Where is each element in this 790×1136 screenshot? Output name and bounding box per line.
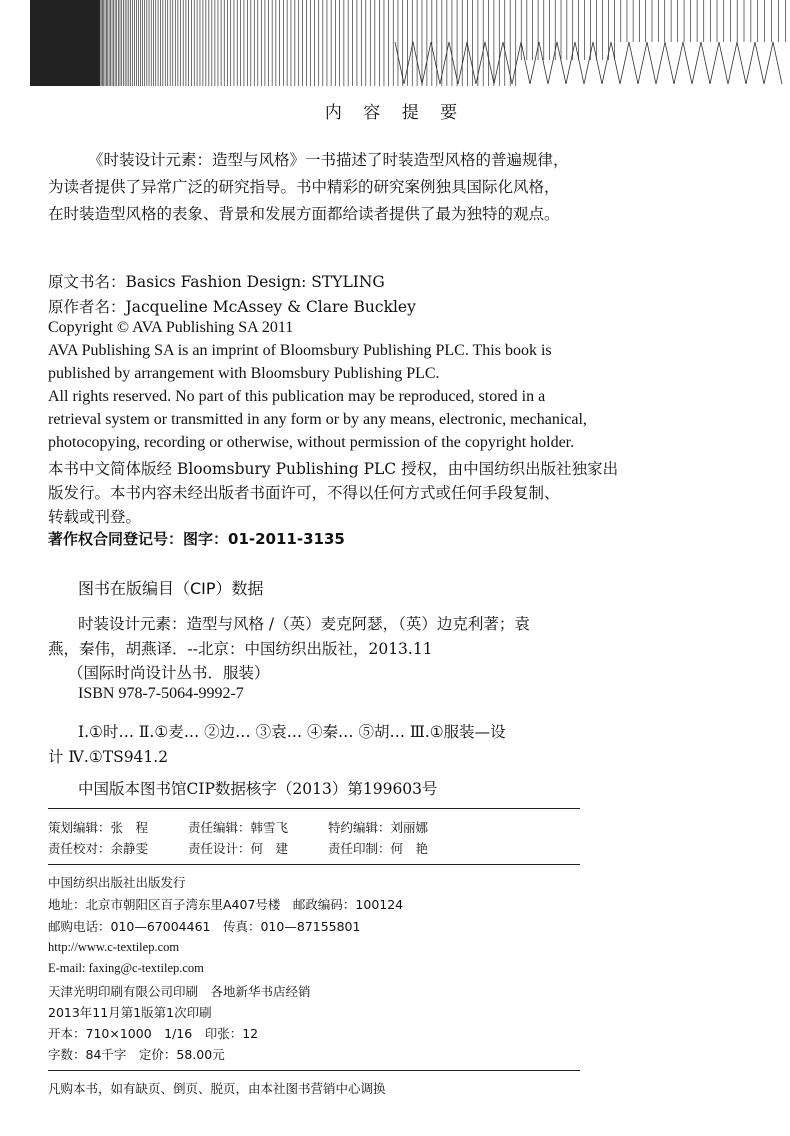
rights-text-line: AVA Publishing SA is an imprint of Bloomsbury Publishing PLC. This book is bbox=[48, 342, 552, 359]
replacement-notice: 凡购本书，如有缺页、倒页、脱页，由本社图书营销中心调换 bbox=[48, 1081, 386, 1096]
divider bbox=[48, 864, 580, 865]
rights-text-line: retrieval system or transmitted in any form or by any means, electronic, mechanical, bbox=[48, 411, 587, 428]
credit-planning-editor: 策划编辑：张 程 bbox=[48, 820, 149, 835]
credit-special-editor: 特约编辑：刘丽娜 bbox=[328, 820, 429, 835]
credit-proofreader: 责任校对：余静雯 bbox=[48, 841, 149, 856]
printer-info: 天津光明印刷有限公司印刷 各地新华书店经销 bbox=[48, 984, 311, 999]
rights-text-line: published by arrangement with Bloomsbury Publishing PLC. bbox=[48, 365, 440, 382]
rights-text-line: photocopying, recording or otherwise, without permission of the copyright holder. bbox=[48, 434, 575, 451]
copyright-line: Copyright © AVA Publishing SA 2011 bbox=[48, 319, 294, 336]
abstract-line: 《时装设计元素：造型与风格》一书描述了时装造型风格的普遍规律， bbox=[88, 151, 569, 169]
original-title: 原文书名：Basics Fashion Design: STYLING bbox=[48, 273, 385, 291]
registration-number: 著作权合同登记号：图字：01-2011-3135 bbox=[48, 530, 345, 548]
decorative-header-banner bbox=[0, 0, 790, 86]
credit-designer: 责任设计：何 建 bbox=[188, 841, 289, 856]
publisher-name: 中国纺织出版社出版发行 bbox=[48, 875, 186, 890]
edition-info: 2013年11月第1版第1次印刷 bbox=[48, 1005, 212, 1020]
cip-record-number: 中国版本图书馆CIP数据核字（2013）第199603号 bbox=[78, 780, 438, 798]
publisher-website: http://www.c-textilep.com bbox=[48, 940, 180, 954]
cip-line: （国际时尚设计丛书．服装） bbox=[68, 664, 270, 682]
divider bbox=[48, 808, 580, 809]
cip-heading: 图书在版编目（CIP）数据 bbox=[78, 579, 264, 598]
price-info: 字数：84千字 定价：58.00元 bbox=[48, 1047, 225, 1062]
cip-classification: Ⅰ.①时… Ⅱ.①麦… ②边… ③袁… ④秦… ⑤胡… Ⅲ.①服装—设 bbox=[78, 723, 506, 741]
format-info: 开本：710×1000 1/16 印张：12 bbox=[48, 1026, 259, 1041]
cip-classification: 计 Ⅳ.①TS941.2 bbox=[48, 748, 169, 766]
abstract-line: 在时装造型风格的表象、背景和发展方面都给读者提供了最为独特的观点。 bbox=[48, 205, 560, 223]
original-authors: 原作者名：Jacqueline McAssey & Clare Buckley bbox=[48, 298, 416, 316]
credit-responsible-editor: 责任编辑：韩雪飞 bbox=[188, 820, 289, 835]
cip-line: 燕，秦伟，胡燕译．--北京：中国纺织出版社，2013.11 bbox=[48, 640, 433, 658]
divider bbox=[48, 1070, 580, 1071]
page-title: 内 容 提 要 bbox=[324, 103, 466, 123]
license-text-line: 转载或刊登。 bbox=[48, 508, 142, 526]
rights-text-line: All rights reserved. No part of this publication may be reproduced, stored in a bbox=[48, 388, 546, 405]
publisher-email: E-mail: faxing@c-textilep.com bbox=[48, 961, 204, 975]
license-text-line: 本书中文简体版经 Bloomsbury Publishing PLC 授权，由中国纺织出版社独家出 bbox=[48, 460, 619, 478]
cip-line: 时装设计元素：造型与风格 /（英）麦克阿瑟，（英）边克利著；袁 bbox=[78, 615, 530, 633]
credit-printing: 责任印制：何 艳 bbox=[328, 841, 429, 856]
abstract-line: 为读者提供了异常广泛的研究指导。书中精彩的研究案例独具国际化风格， bbox=[48, 178, 560, 196]
license-text-line: 版发行。本书内容未经出版者书面许可，不得以任何方式或任何手段复制、 bbox=[48, 484, 560, 502]
publisher-phone: 邮购电话：010—67004461 传真：010—87155801 bbox=[48, 919, 361, 934]
cip-isbn: ISBN 978-7-5064-9992-7 bbox=[78, 685, 244, 702]
publisher-address: 地址：北京市朝阳区百子湾东里A407号楼 邮政编码：100124 bbox=[48, 897, 404, 912]
